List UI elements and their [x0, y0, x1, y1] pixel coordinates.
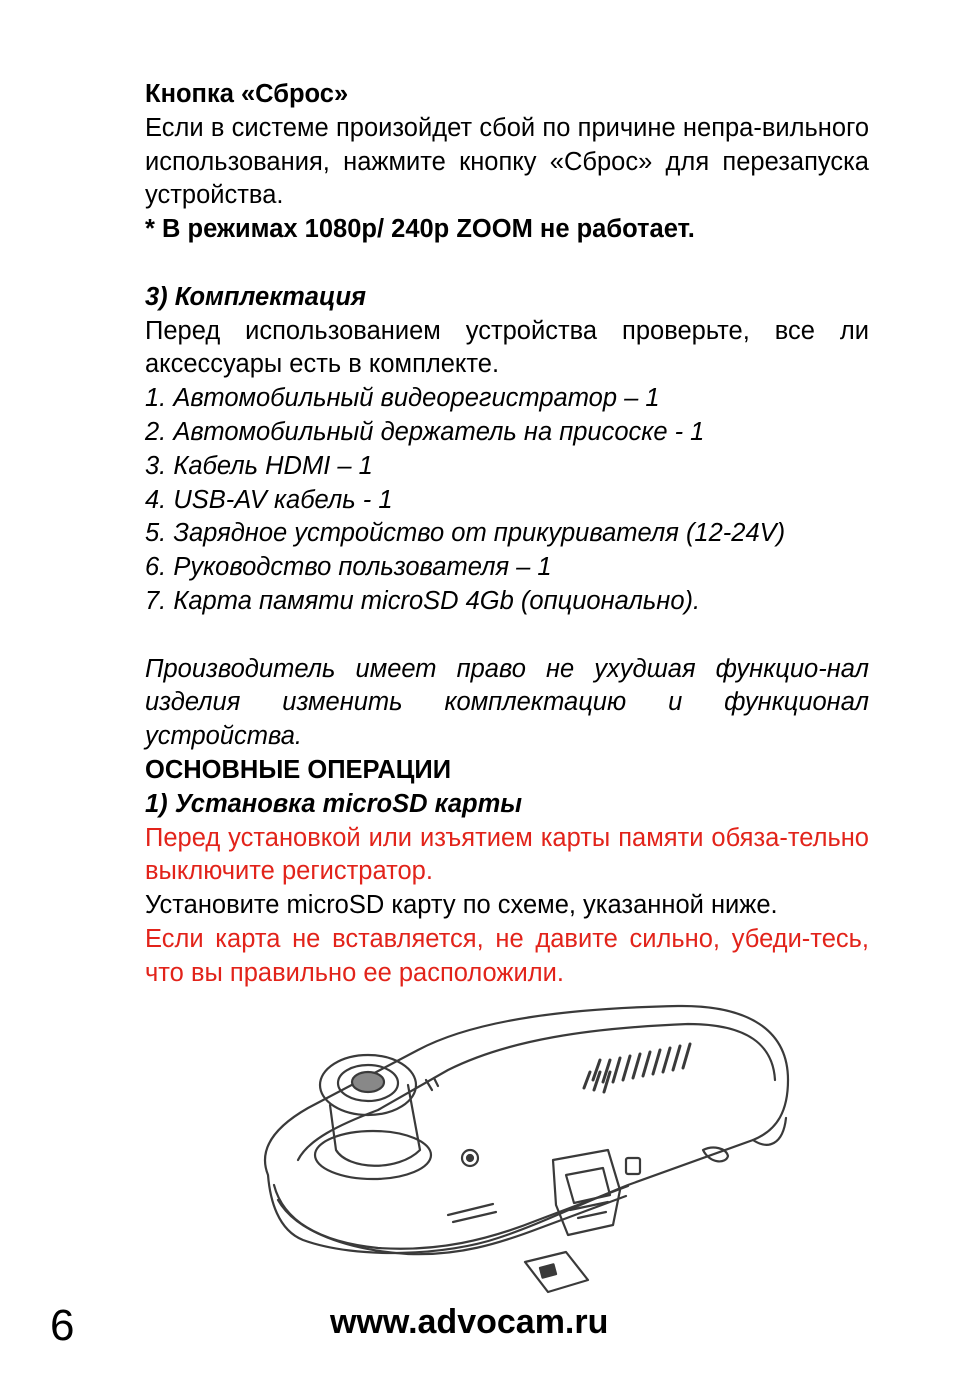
- speaker-grille: [584, 1044, 690, 1092]
- ops-instruction: Установите microSD карту по схеме, указанной ниже.: [145, 891, 778, 920]
- reset-text: Если в системе произойдет сбой по причине непра-вильного использования, нажмите кнопку «Сброс» для перезапуска устройства.: [145, 113, 869, 210]
- camera-side-panel: [278, 1118, 786, 1254]
- kit-item: 4. USB-AV кабель - 1: [145, 485, 393, 514]
- kit-item: 3. Кабель HDMI – 1: [145, 451, 373, 480]
- kit-intro: Перед использованием устройства проверьте, все ли аксессуары есть в комплекте.: [145, 316, 869, 379]
- microsd-card: [525, 1252, 588, 1292]
- dashcam-microsd-illustration: [248, 1000, 793, 1300]
- kit-list: [145, 382, 869, 619]
- ops-subheading: 1) Установка microSD карты: [145, 789, 523, 818]
- page-number: 6: [50, 1301, 75, 1350]
- spacer: [145, 619, 869, 653]
- kit-item: 7. Карта памяти microSD 4Gb (опционально).: [145, 586, 701, 615]
- spacer: [145, 247, 869, 281]
- reset-heading: Кнопка «Сброс»: [145, 80, 349, 108]
- kit-item: 5. Зарядное устройство от прикуривателя (12-24V): [145, 519, 786, 548]
- kit-item: 6. Руководство пользователя – 1: [145, 553, 552, 582]
- side-port: [626, 1158, 640, 1174]
- kit-item: 1. Автомобильный видеорегистратор – 1: [145, 384, 660, 413]
- camera-body-edge: [274, 1185, 628, 1249]
- page-content: [145, 78, 869, 991]
- ops-heading: ОСНОВНЫЕ ОПЕРАЦИИ: [145, 755, 452, 784]
- ops-warning-force: Если карта не вставляется, не давите сильно, убеди-тесь, что вы правильно ее расположили.: [145, 924, 869, 987]
- kit-disclaimer: Производитель имеет право не ухудшая функцио-нал изделия изменить комплектацию и функционал устройства.: [145, 654, 869, 751]
- kit-heading: 3) Комплектация: [145, 282, 367, 311]
- zoom-note: * В режимах 1080p/ 240p ZOOM не работает.: [145, 215, 695, 244]
- website-url: www.advocam.ru: [330, 1303, 609, 1341]
- ops-warning-power: Перед установкой или изъятием карты памяти обяза-тельно выключите регистратор.: [145, 823, 869, 886]
- card-slot-opening: [566, 1168, 610, 1203]
- kit-item: 2. Автомобильный держатель на присоске - 1: [145, 417, 705, 446]
- side-vent: [448, 1204, 496, 1222]
- lens-glass: [352, 1072, 384, 1092]
